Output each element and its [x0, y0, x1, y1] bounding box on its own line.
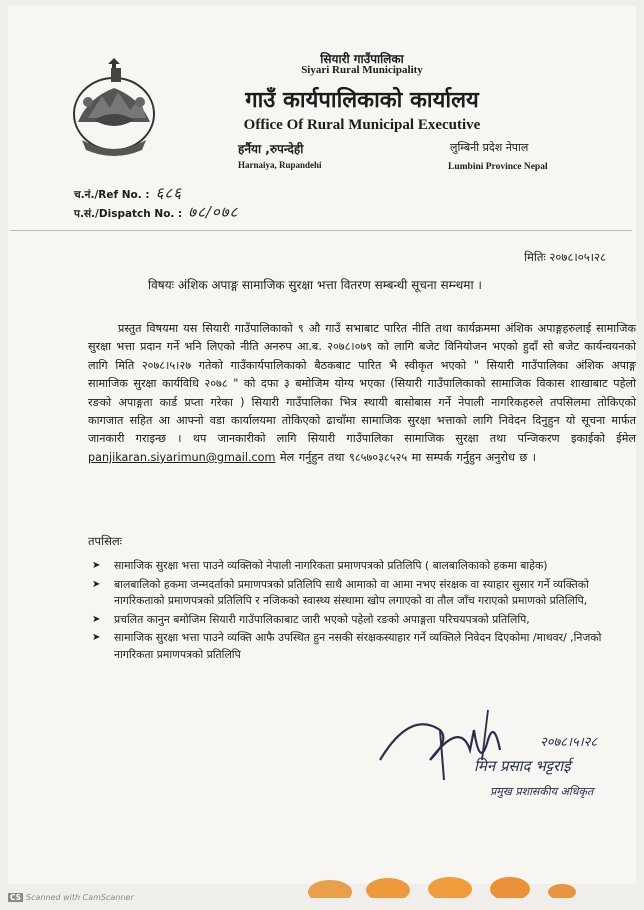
letter-body — [88, 320, 636, 467]
body-paragraph — [88, 320, 636, 467]
arrow-bullet-icon: ➤ — [92, 578, 101, 590]
address-nepali: हर्नैया ,रुपन्देही — [238, 142, 304, 156]
dispatch-number — [74, 202, 238, 222]
list-item-text: प्रचलित कानुन बमोजिम सियारी गाउँपालिकाबाट जारी भएको पहेलो रङको अपाङ्गता परिचयपत्रको प्रतिलिपि, — [114, 612, 530, 626]
province-nepali: लुम्बिनी प्रदेश नेपाल — [450, 141, 529, 154]
email-link[interactable]: panjikaran.siyarimun@gmail.com — [88, 450, 276, 464]
signatory-title: प्रमुख प्रशासकीय अधिकृत — [490, 785, 594, 798]
list-item — [92, 558, 632, 575]
province-english: Lumbini Province Nepal — [448, 162, 548, 172]
list-item — [92, 630, 632, 663]
list-title: तपसिलः — [88, 534, 122, 548]
camscanner-logo: CS — [10, 893, 22, 902]
header-divider — [10, 230, 632, 231]
list-item — [92, 612, 632, 629]
ref-number — [74, 183, 182, 203]
office-name-english: Office Of Rural Municipal Executive — [243, 117, 481, 133]
arrow-bullet-icon: ➤ — [92, 632, 101, 643]
ref-label: च.नं./Ref No. : — [74, 189, 150, 201]
municipality-name-english: Siyari Rural Municipality — [301, 64, 423, 76]
municipality-name-nepali: सियारी गाउँपालिका — [320, 52, 404, 66]
list-item-text: सामाजिक सुरक्षा भत्ता पाउने व्यक्ति आफै उपस्थित हुन नसकी संरक्षकस्याहार गर्ने व्यक्तिले निवेदन दिएकोमा /माथवर/ ,निजको नागरिकता प्रमाणपत्रको प्रतिलिपि — [114, 631, 602, 661]
letter-subject: विषयः अंशिक अपाङ्ग सामाजिक सुरक्षा भत्ता वितरण सम्बन्धी सूचना सम्न्धमा । — [148, 278, 482, 292]
ref-value: ६८६ — [155, 184, 182, 202]
dispatch-value: ७८/०७८ — [188, 203, 239, 221]
office-name-nepali: गाउँ कार्यपालिकाको कार्यालय — [245, 88, 479, 113]
body-text-part2: मेल गर्नुहुन तथा ९८५७०३८५२५ मा सम्पर्क गर्नुहुन अनुरोध छ । — [279, 450, 537, 464]
signature-date: २०७८।५।२८ — [540, 735, 598, 750]
list-item — [92, 577, 632, 610]
arrow-bullet-icon: ➤ — [92, 560, 101, 571]
list-item-text: बालबालिकाे हकमा जन्मदर्ताको प्रमाणपत्रको प्रतिलिपि साथै आमाको वा आमा नभए संरक्षक वा स्याहार सुसार गर्ने व्यक्तिको नागरिकताको प्रमाणपत्रको प्रतिलिपि र नजिकको स्वास्थ्य संस्थामा खोप लगाएको वा तौल जाँच गराएको प्रमाणको प्रतिलिपि, — [114, 577, 589, 607]
arrow-bullet-icon: ➤ — [92, 613, 101, 625]
dispatch-label: प.सं./Dispatch No. : — [74, 208, 183, 220]
body-text-part1: प्रस्तुत विषयमा यस सियारी गाउँपालिकाको ९ औ गाउँ सभाबाट पारित नीति तथा कार्यक्रममा अंशिक अपाङ्गहरुलाई सामाजिक सुरक्षा भत्ता प्रदान गर्ने भनि लिएको नीति अनरुप आ.ब. २०७८।०७९ को लागि बजेट विनियोजन भएको हुदाँ सो बजेट कार्यन्वयनको लागि मिति २०७८।५।२७ गतेको गाउँकार्यपालिकाको बैठकबाट पारित भै स्वीकृत भएको " सियारी गाउँपालिका अंशिक अपाङ्ग सामाजिक सुरक्षा कार्यविधि २०७८ " को दफा ३ बमोजिम योग्य भएका (सियारी गाउँपालिकाको सामाजिक विकास शाखाबाट पहेलो रङको अपाङ्गता कार्ड प्रप्ता गरेका ) सियारी गाउँपालिका भित्र स्थायी बासोबास गर्ने नेपाली नागरिकहरुले तपसिलमा तोकिएको कागजात सहित आ आफ्नो वडा कार्यालयमा तोकिएको ढाचाँमा सामाजिक सुरक्षा भत्ताको लागि निवेदन दिनुहुन यो सूचना मार्फत जानकारी गराइन्छ । थप जानकारीको लागि सियारी गाउँपालिका सामाजिक सुरक्षा तथा पन्जिकरण इकाईको ईमेल — [88, 322, 636, 446]
letter-date: मितिः २०७८।०५।२८ — [524, 250, 606, 264]
fingers-image — [300, 862, 644, 898]
requirements-list — [92, 558, 632, 665]
scanner-footer — [8, 893, 134, 902]
list-item-text: सामाजिक सुरक्षा भत्ता पाउने व्यक्तिको नेपाली नागरिकता प्रमाणपत्रको प्रतिलिपि ( बालबालिकाको हकमा बाहेक) — [114, 559, 548, 572]
address-english: Harnaiya, Rupandehi — [238, 160, 322, 170]
scanner-text: Scanned with CamScanner — [26, 893, 134, 902]
signatory-name: मिन प्रसाद भट्टराई — [474, 757, 571, 775]
